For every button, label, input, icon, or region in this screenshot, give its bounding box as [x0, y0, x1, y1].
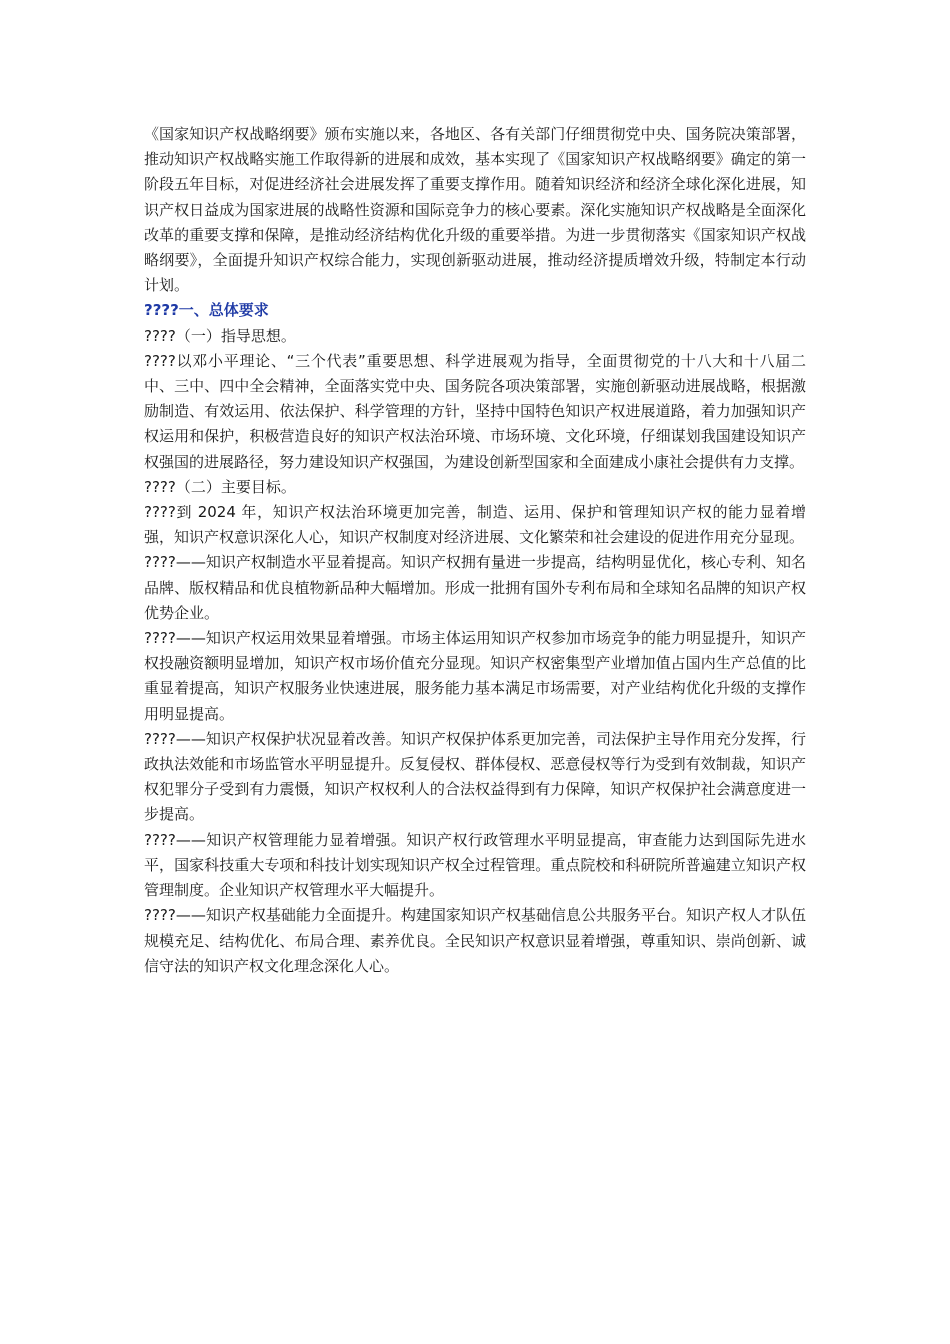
subheading-main-goals: ????（二）主要目标。: [144, 477, 296, 496]
subheading-guiding-ideology: ????（一）指导思想。: [144, 326, 296, 345]
goal-utilization-paragraph: ????——知识产权运用效果显着增强。市场主体运用知识产权参加市场竞争的能力明显提升，知识产权投融资额明显增加，知识产权市场价值充分显现。知识产权密集型产业增加值占国内生产总值的比重显着提高，知识产权服务业快速进展，服务能力基本满足市场需要，对产业结构优化升级的支撑作用明显提高。: [144, 629, 806, 723]
document-body: [144, 122, 806, 979]
intro-paragraph: 《国家知识产权战略纲要》颁布实施以来，各地区、各有关部门仔细贯彻党中央、国务院决策部署，推动知识产权战略实施工作取得新的进展和成效，基本实现了《国家知识产权战略纲要》确定的第一阶段五年目标，对促进经济社会进展发挥了重要支撑作用。随着知识经济和经济全球化深化进展，知识产权日益成为国家进展的战略性资源和国际竞争力的核心要素。深化实施知识产权战略是全面深化改革的重要支撑和保障，是推动经济结构优化升级的重要举措。为进一步贯彻落实《国家知识产权战略纲要》，全面提升知识产权综合能力，实现创新驱动进展，推动经济提质增效升级，特制定本行动计划。: [144, 125, 806, 295]
goal-protection-paragraph: ????——知识产权保护状况显着改善。知识产权保护体系更加完善，司法保护主导作用充分发挥，行政执法效能和市场监管水平明显提升。反复侵权、群体侵权、恶意侵权等行为受到有效制裁，知识产权犯罪分子受到有力震慑，知识产权权利人的合法权益得到有力保障，知识产权保护社会满意度进一步提高。: [144, 729, 806, 824]
section-heading-general-requirements: ????一、总体要求: [144, 301, 269, 320]
guiding-ideology-paragraph: ????以邓小平理论、“三个代表”重要思想、科学进展观为指导，全面贯彻党的十八大和十八届二中、三中、四中全会精神，全面落实党中央、国务院各项决策部署，实施创新驱动进展战略，根据激励制造、有效运用、依法保护、科学管理的方针，坚持中国特色知识产权进展道路，着力加强知识产权运用和保护，积极营造良好的知识产权法治环境、市场环境、文化环境，仔细谋划我国建设知识产权强国的进展路径，努力建设知识产权强国，为建设创新型国家和全面建成小康社会提供有力支撑。: [144, 351, 806, 471]
goal-creation-paragraph: ????——知识产权制造水平显着提高。知识产权拥有量进一步提高，结构明显优化，核心专利、知名品牌、版权精品和优良植物新品种大幅增加。形成一批拥有国外专利布局和全球知名品牌的知识产权优势企业。: [144, 553, 806, 622]
goal-management-paragraph: ????——知识产权管理能力显着增强。知识产权行政管理水平明显提高，审查能力达到国际先进水平，国家科技重大专项和科技计划实现知识产权全过程管理。重点院校和科研院所普遍建立知识产权管理制度。企业知识产权管理水平大幅提升。: [144, 830, 806, 900]
goal-foundation-paragraph: ????——知识产权基础能力全面提升。构建国家知识产权基础信息公共服务平台。知识产权人才队伍规模充足、结构优化、布局合理、素养优良。全民知识产权意识显着增强，尊重知识、崇尚创新、诚信守法的知识产权文化理念深化人心。: [144, 906, 806, 975]
main-goals-paragraph: ????到 2024 年，知识产权法治环境更加完善，制造、运用、保护和管理知识产权的能力显着增强，知识产权意识深化人心，知识产权制度对经济进展、文化繁荣和社会建设的促进作用充分显现。: [144, 503, 806, 547]
